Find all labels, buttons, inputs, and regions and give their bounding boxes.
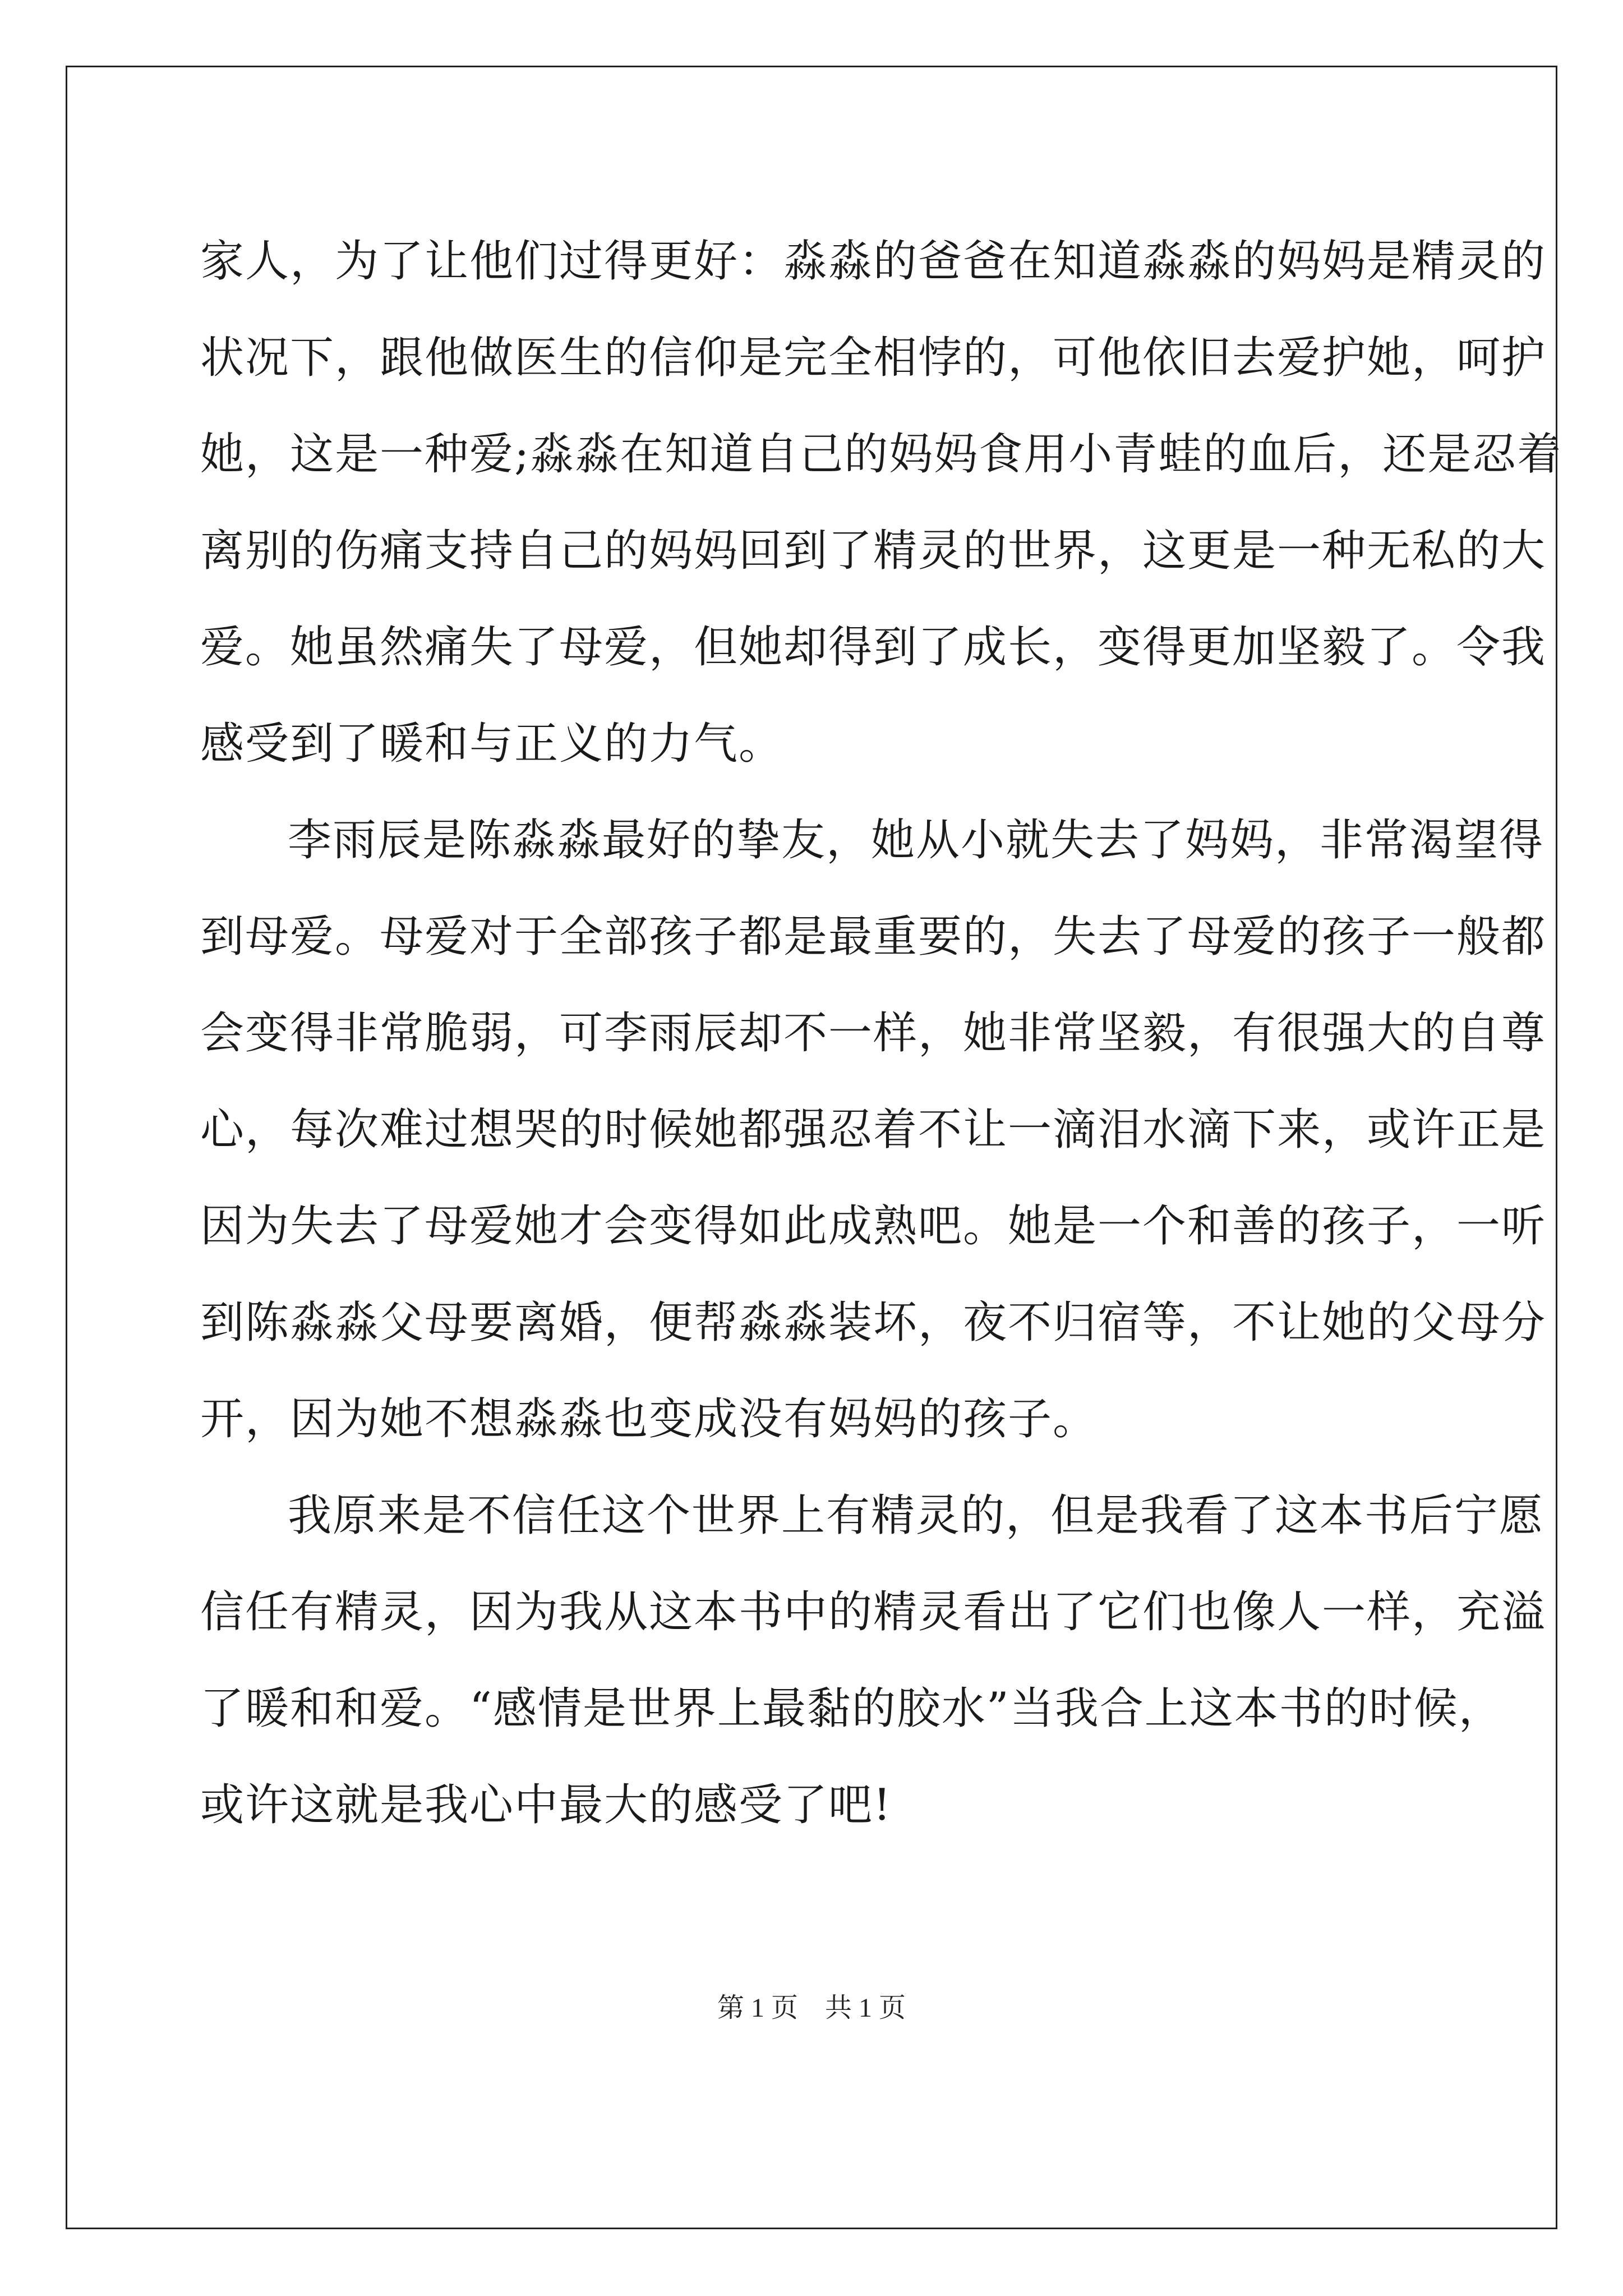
text-line: 开，因为她不想淼淼也变成没有妈妈的孩子。 [200,1394,1098,1444]
text-line: 李雨辰是陈淼淼最好的挚友，她从小就失去了妈妈，非常渴望得 [288,815,1544,866]
page-footer: 第 1 页 共 1 页 [717,1993,906,2023]
text-line: 状况下，跟他做医生的信仰是完全相悖的，可他依旧去爱护她，呵护 [200,333,1547,383]
text-line: 家人，为了让他们过得更好：淼淼的爸爸在知道淼淼的妈妈是精灵的 [200,236,1547,287]
text-line: 到母爱。母爱对于全部孩子都是最重要的，失去了母爱的孩子一般都 [200,912,1547,962]
text-line: 心，每次难过想哭的时候她都强忍着不让一滴泪水滴下来，或许正是 [200,1105,1547,1155]
text-line: 或许这就是我心中最大的感受了吧! [200,1780,892,1830]
text-line: 感受到了暖和与正义的力气。 [200,719,784,769]
document-body [200,213,1562,1853]
text-line: 因为失去了母爱她才会变得如此成熟吧。她是一个和善的孩子，一听 [200,1201,1547,1251]
text-line: 离别的伤痛支持自己的妈妈回到了精灵的世界，这更是一种无私的大 [200,526,1547,576]
text-line: 爱。她虽然痛失了母爱，但她却得到了成长，变得更加坚毅了。令我 [200,622,1547,673]
text-line: 会变得非常脆弱，可李雨辰却不一样，她非常坚毅，有很强大的自尊 [200,1008,1547,1059]
text-line: 了暖和和爱。“感情是世界上最黏的胶水”当我合上这本书的时候， [200,1683,1504,1734]
text-line: 到陈淼淼父母要离婚，便帮淼淼装坏，夜不归宿等，不让她的父母分 [200,1297,1547,1348]
text-line: 信任有精灵，因为我从这本书中的精灵看出了它们也像人一样，充溢 [200,1587,1547,1637]
text-line: 她，这是一种爱;淼淼在知道自己的妈妈食用小青蛙的血后，还是忍着 [200,429,1562,480]
text-line: 我原来是不信任这个世界上有精灵的，但是我看了这本书后宁愿 [288,1490,1544,1541]
